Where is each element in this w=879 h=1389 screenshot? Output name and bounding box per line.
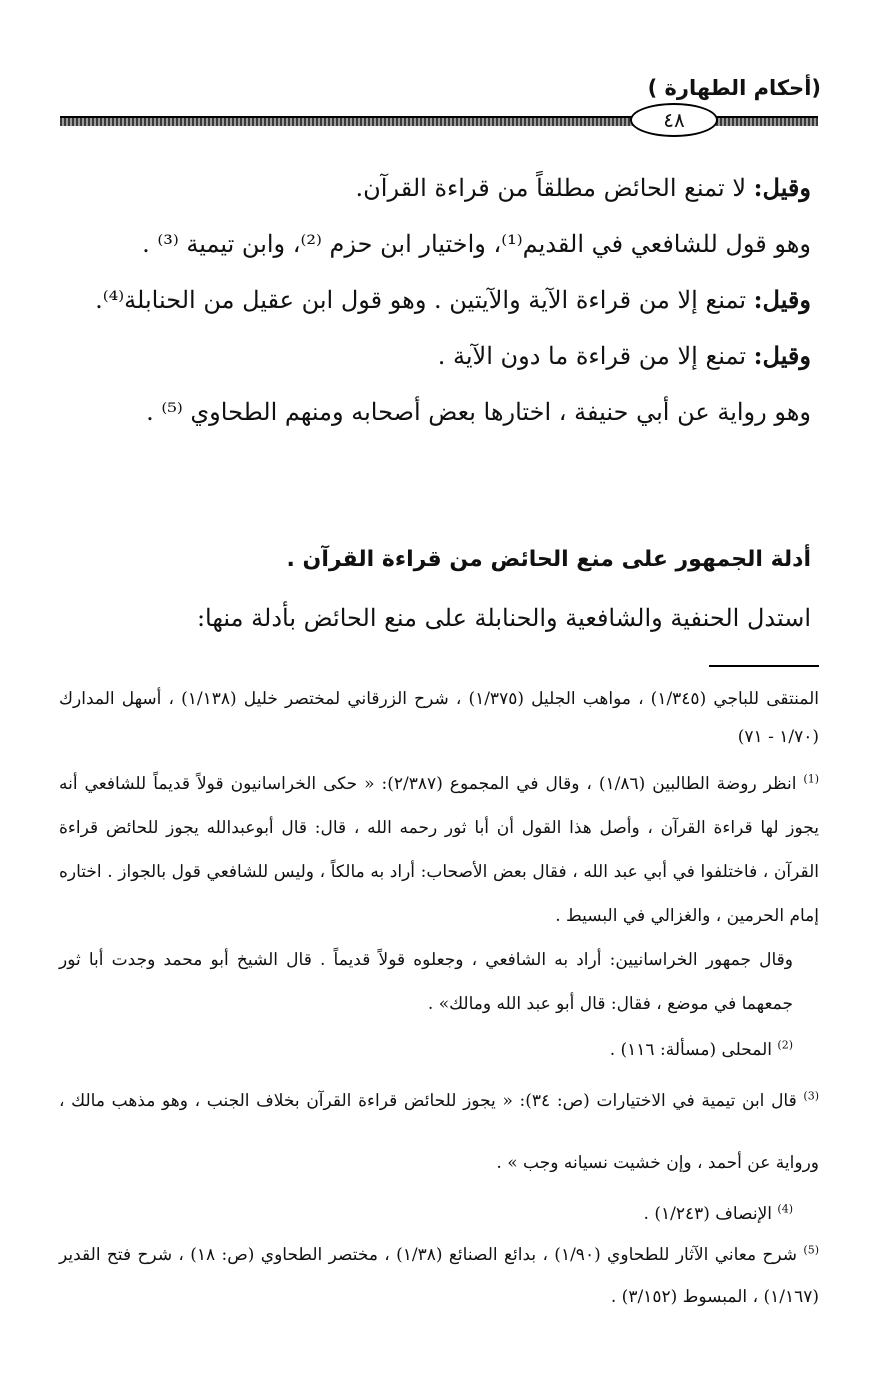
paragraph-3 [61,272,811,328]
footnote-1-continued: وقال جمهور الخراسانيين: أراد به الشافعي ، وجعلوه قولاً قديماً . قال الشيخ أبو محمد وجدت أبا ثور جمعهما في موضع ، فقال: قال أبو عبد الله ومالك» . [59,950,793,1014]
paragraph-4-text: تمنع إلا من قراءة ما دون الآية . [437,342,754,370]
footnote-2-marker: (2) [777,1038,793,1052]
page-number-badge: ٤٨ [630,103,718,137]
paragraph-3-lead: وقيل: [753,285,811,314]
footnote-4 [59,1194,819,1234]
running-title: (أحكام الطهارة ) [647,76,821,100]
footnote-3-text: قال ابن تيمية في الاختيارات (ص: ٣٤): « يجوز للحائض قراءة القرآن بخلاف الجنب ، وهو مذهب مالك ، ورواية عن أحمد ، وإن خشيت نسيانه وجب » . [59,1091,819,1173]
footnote-1 [59,762,819,938]
paragraph-2: وهو قول للشافعي في القديم⁽¹⁾، واختيار ابن حزم ⁽²⁾، وابن تيمية ⁽³⁾ . [142,230,811,258]
section-heading: أدلة الجمهور على منع الحائض من قراءة القرآن . [286,547,811,572]
footnote-1-text: انظر روضة الطالبين (١/٨٦) ، وقال في المجموع (٢/٣٨٧): « حكى الخراسانيون قولاً قديماً للشافعي أنه يجوز لها قراءة القرآن ، وأصل هذا القول أن أبا ثور رحمه الله ، قال: قال أبوعبدالله يجوز للحائض قراءة القرآن ، فاختلفوا في أبي عبد الله ، فقال بعض الأصحاب: أراد به مالكاً ، وليس للشافعي قول بالجواز . اختاره إمام الحرمين ، والغزالي في البسيط . [59,774,819,926]
footnote-4-marker: (4) [777,1202,793,1216]
footnote-5-marker: (5) [803,1243,819,1257]
footnote-separator [709,665,819,667]
paragraph-1 [61,160,811,216]
footnotes [59,680,819,1318]
footnote-2-text: المحلى (مسألة: ١١٦) . [609,1040,778,1060]
paragraph-1-lead: وقيل: [753,173,811,202]
paragraph-4-lead: وقيل: [753,341,811,370]
footnote-1-marker: (1) [803,772,820,786]
footnote-continuation: المنتقى للباجي (١/٣٤٥) ، مواهب الجليل (١/٣٧٥) ، شرح الزرقاني لمختصر خليل (١/١٣٨) ، أسهل المدارك (١/٧٠ - ٧١) [59,689,819,747]
footnote-5-text: شرح معاني الآثار للطحاوي (١/٩٠) ، بدائع الصنائع (١/٣٨) ، مختصر الطحاوي (ص: ١٨) ، شرح فتح القدير (١/١٦٧) ، المبسوط (٣/١٥٢) . [59,1245,819,1307]
section-intro: استدل الحنفية والشافعية والحنابلة على منع الحائض بأدلة منها: [196,604,811,632]
footnote-3-marker: (3) [803,1089,820,1103]
paragraph-3-text: تمنع إلا من قراءة الآية والآيتين . وهو قول ابن عقيل من الحنابلة⁽⁴⁾. [95,286,754,314]
footnote-5 [59,1234,819,1318]
footnote-2 [59,1030,819,1070]
paragraph-4 [61,328,811,384]
paragraph-5: وهو رواية عن أبي حنيفة ، اختارها بعض أصحابه ومنهم الطحاوي ⁽⁵⁾ . [146,398,811,426]
main-text [61,160,811,440]
footnote-4-text: الإنصاف (١/٢٤٣) . [643,1204,778,1224]
paragraph-1-text: لا تمنع الحائض مطلقاً من قراءة القرآن. [355,174,754,202]
footnote-3 [59,1070,819,1194]
